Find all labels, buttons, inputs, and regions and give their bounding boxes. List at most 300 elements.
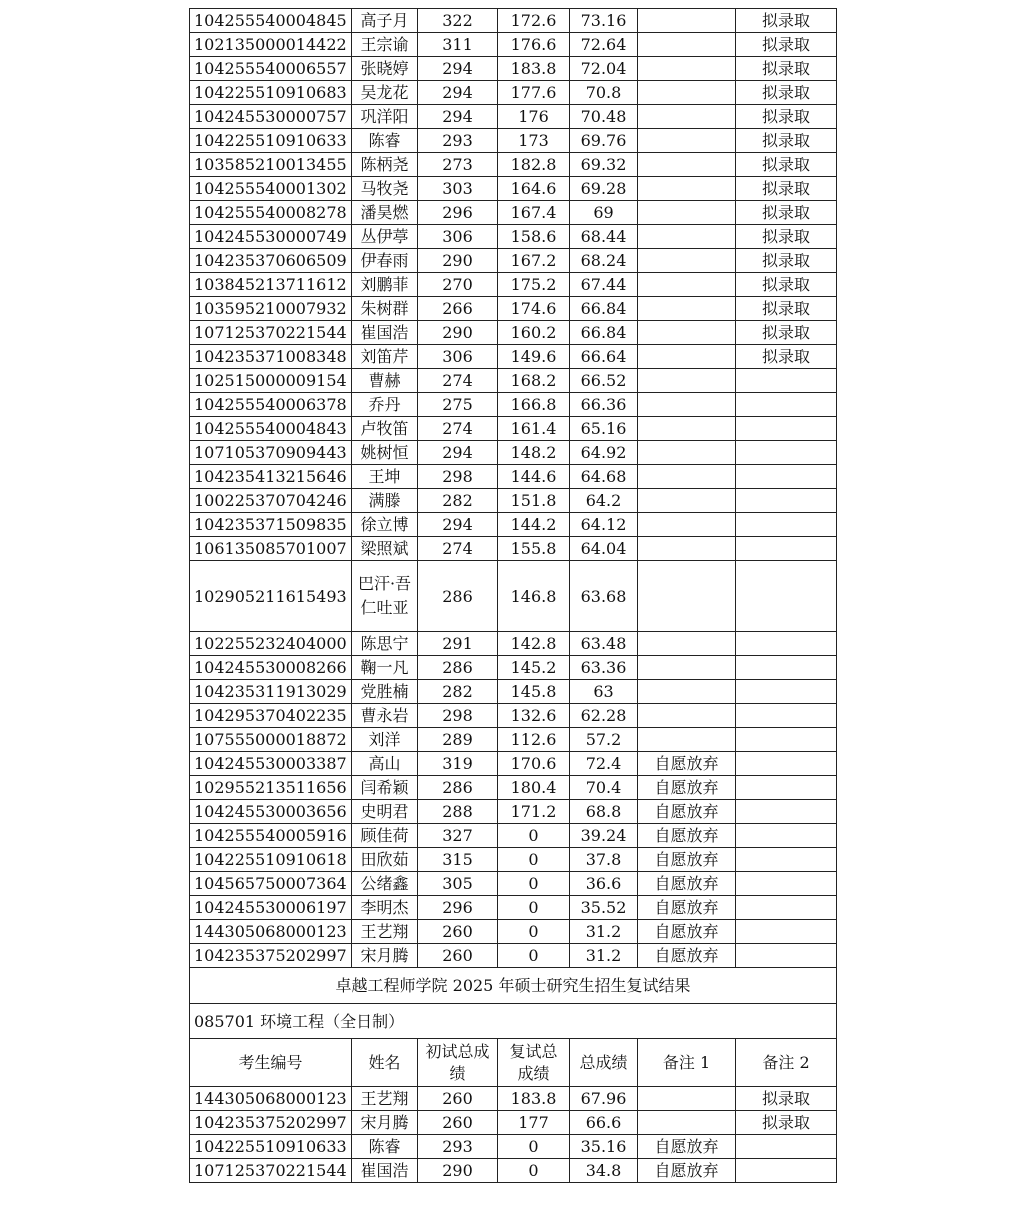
table-cell: 拟录取 bbox=[736, 177, 837, 201]
table-row bbox=[190, 848, 837, 872]
table-cell: 275 bbox=[418, 393, 498, 417]
table-cell: 104255540004843 bbox=[190, 417, 352, 441]
table-row bbox=[190, 1111, 837, 1135]
table-cell: 104255540005916 bbox=[190, 824, 352, 848]
table-cell: 102135000014422 bbox=[190, 33, 352, 57]
table-cell bbox=[736, 465, 837, 489]
table-cell: 298 bbox=[418, 465, 498, 489]
table-cell: 260 bbox=[418, 944, 498, 968]
table-cell: 拟录取 bbox=[736, 273, 837, 297]
table-cell: 拟录取 bbox=[736, 105, 837, 129]
table-cell: 63.48 bbox=[570, 632, 638, 656]
table-cell: 288 bbox=[418, 800, 498, 824]
table-cell: 172.6 bbox=[498, 9, 570, 33]
table-cell: 306 bbox=[418, 225, 498, 249]
program-label: 085701 环境工程（全日制） bbox=[190, 1004, 837, 1039]
table-cell: 106135085701007 bbox=[190, 537, 352, 561]
table-cell: 164.6 bbox=[498, 177, 570, 201]
table-cell: 0 bbox=[498, 896, 570, 920]
table-cell: 104245530008266 bbox=[190, 656, 352, 680]
table-cell: 104225510910683 bbox=[190, 81, 352, 105]
header-cell: 备注 1 bbox=[638, 1039, 736, 1087]
table-cell: 158.6 bbox=[498, 225, 570, 249]
header-cell: 考生编号 bbox=[190, 1039, 352, 1087]
table-row bbox=[190, 1135, 837, 1159]
table-cell: 104235375202997 bbox=[190, 944, 352, 968]
table-cell: 拟录取 bbox=[736, 297, 837, 321]
table-cell: 174.6 bbox=[498, 297, 570, 321]
table-cell: 刘洋 bbox=[352, 728, 418, 752]
table-cell bbox=[638, 1087, 736, 1111]
table-cell: 260 bbox=[418, 1111, 498, 1135]
table-cell: 148.2 bbox=[498, 441, 570, 465]
table-row bbox=[190, 752, 837, 776]
table-cell bbox=[736, 728, 837, 752]
table-cell: 自愿放弃 bbox=[638, 920, 736, 944]
table-cell: 103585210013455 bbox=[190, 153, 352, 177]
table-row bbox=[190, 561, 837, 632]
table-cell: 曹赫 bbox=[352, 369, 418, 393]
table-cell: 66.84 bbox=[570, 321, 638, 345]
table-cell: 291 bbox=[418, 632, 498, 656]
table-cell: 102255232404000 bbox=[190, 632, 352, 656]
table-cell: 311 bbox=[418, 33, 498, 57]
table-cell: 66.6 bbox=[570, 1111, 638, 1135]
table-row bbox=[190, 728, 837, 752]
table-cell: 72.64 bbox=[570, 33, 638, 57]
table-cell bbox=[638, 393, 736, 417]
table-cell: 289 bbox=[418, 728, 498, 752]
table-cell bbox=[736, 393, 837, 417]
table-cell bbox=[638, 201, 736, 225]
table-cell: 拟录取 bbox=[736, 153, 837, 177]
table-cell: 64.68 bbox=[570, 465, 638, 489]
table-cell: 102955213511656 bbox=[190, 776, 352, 800]
table-cell: 36.6 bbox=[570, 872, 638, 896]
table-cell: 104255540006378 bbox=[190, 393, 352, 417]
table-cell bbox=[736, 944, 837, 968]
table-cell bbox=[638, 177, 736, 201]
table-cell: 37.8 bbox=[570, 848, 638, 872]
table-cell: 176.6 bbox=[498, 33, 570, 57]
table-cell: 田欣茹 bbox=[352, 848, 418, 872]
table-cell bbox=[736, 489, 837, 513]
table-cell bbox=[638, 465, 736, 489]
table-cell: 陈柄尧 bbox=[352, 153, 418, 177]
table-cell bbox=[638, 33, 736, 57]
table-row bbox=[190, 57, 837, 81]
table-row bbox=[190, 513, 837, 537]
table-cell bbox=[736, 680, 837, 704]
table-cell: 315 bbox=[418, 848, 498, 872]
table-cell: 104235311913029 bbox=[190, 680, 352, 704]
header-cell: 备注 2 bbox=[736, 1039, 837, 1087]
table-cell: 70.4 bbox=[570, 776, 638, 800]
table-cell: 282 bbox=[418, 489, 498, 513]
table-cell bbox=[638, 704, 736, 728]
table-cell: 顾佳荷 bbox=[352, 824, 418, 848]
table-cell: 拟录取 bbox=[736, 1111, 837, 1135]
table-cell: 166.8 bbox=[498, 393, 570, 417]
table-cell: 294 bbox=[418, 105, 498, 129]
table-cell bbox=[736, 872, 837, 896]
table-row bbox=[190, 249, 837, 273]
table-cell: 刘笛芹 bbox=[352, 345, 418, 369]
table-cell bbox=[736, 632, 837, 656]
table-cell bbox=[638, 297, 736, 321]
table-cell bbox=[638, 656, 736, 680]
table-cell: 66.84 bbox=[570, 297, 638, 321]
table-cell: 274 bbox=[418, 537, 498, 561]
table-cell: 王艺翔 bbox=[352, 920, 418, 944]
table-cell: 171.2 bbox=[498, 800, 570, 824]
table-cell: 319 bbox=[418, 752, 498, 776]
table-cell: 290 bbox=[418, 1159, 498, 1183]
table-cell: 183.8 bbox=[498, 1087, 570, 1111]
table-cell: 145.8 bbox=[498, 680, 570, 704]
table-cell bbox=[736, 704, 837, 728]
table-cell: 160.2 bbox=[498, 321, 570, 345]
table-cell: 266 bbox=[418, 297, 498, 321]
table-cell: 68.8 bbox=[570, 800, 638, 824]
table-cell: 朱树群 bbox=[352, 297, 418, 321]
table-cell: 104235371509835 bbox=[190, 513, 352, 537]
table-cell: 144305068000123 bbox=[190, 1087, 352, 1111]
table-cell: 自愿放弃 bbox=[638, 800, 736, 824]
table-row bbox=[190, 776, 837, 800]
table-row bbox=[190, 321, 837, 345]
table-cell bbox=[736, 656, 837, 680]
section-title: 卓越工程师学院 2025 年硕士研究生招生复试结果 bbox=[190, 968, 837, 1004]
table-cell: 31.2 bbox=[570, 944, 638, 968]
table-row bbox=[190, 201, 837, 225]
table-cell: 104245530006197 bbox=[190, 896, 352, 920]
table-cell: 满滕 bbox=[352, 489, 418, 513]
table-cell: 巴汗·吾仁吐亚 bbox=[352, 561, 418, 632]
table-cell: 张晓婷 bbox=[352, 57, 418, 81]
table-cell: 曹永岩 bbox=[352, 704, 418, 728]
table-row bbox=[190, 680, 837, 704]
table-cell: 宋月腾 bbox=[352, 944, 418, 968]
table-cell bbox=[638, 417, 736, 441]
table-cell: 0 bbox=[498, 944, 570, 968]
table-row bbox=[190, 537, 837, 561]
table-cell: 64.04 bbox=[570, 537, 638, 561]
table-cell: 0 bbox=[498, 920, 570, 944]
table-cell: 李明杰 bbox=[352, 896, 418, 920]
table-cell: 0 bbox=[498, 848, 570, 872]
table-cell bbox=[736, 776, 837, 800]
table-cell: 149.6 bbox=[498, 345, 570, 369]
table-row bbox=[190, 369, 837, 393]
table-cell: 112.6 bbox=[498, 728, 570, 752]
table-cell bbox=[638, 513, 736, 537]
table-row bbox=[190, 9, 837, 33]
table-cell: 177.6 bbox=[498, 81, 570, 105]
table-cell: 72.04 bbox=[570, 57, 638, 81]
table-cell bbox=[638, 105, 736, 129]
table-cell: 自愿放弃 bbox=[638, 848, 736, 872]
table-cell: 306 bbox=[418, 345, 498, 369]
table-cell bbox=[638, 561, 736, 632]
table-cell: 69.32 bbox=[570, 153, 638, 177]
table-cell: 294 bbox=[418, 57, 498, 81]
table-cell bbox=[736, 1159, 837, 1183]
table-cell: 167.2 bbox=[498, 249, 570, 273]
table-cell: 宋月腾 bbox=[352, 1111, 418, 1135]
table-cell bbox=[638, 728, 736, 752]
table-cell: 100225370704246 bbox=[190, 489, 352, 513]
table-row bbox=[190, 1087, 837, 1111]
table-cell: 104245530000757 bbox=[190, 105, 352, 129]
table-cell: 151.8 bbox=[498, 489, 570, 513]
table-cell: 73.16 bbox=[570, 9, 638, 33]
table-cell bbox=[638, 489, 736, 513]
table-cell: 拟录取 bbox=[736, 321, 837, 345]
table-cell bbox=[638, 129, 736, 153]
table-cell: 自愿放弃 bbox=[638, 1159, 736, 1183]
table-cell bbox=[638, 369, 736, 393]
table-cell: 104565750007364 bbox=[190, 872, 352, 896]
table-cell: 290 bbox=[418, 249, 498, 273]
table-row bbox=[190, 824, 837, 848]
table-cell: 102905211615493 bbox=[190, 561, 352, 632]
table-cell: 潘昊燃 bbox=[352, 201, 418, 225]
table-cell: 57.2 bbox=[570, 728, 638, 752]
table-cell: 294 bbox=[418, 441, 498, 465]
table-cell: 陈思宁 bbox=[352, 632, 418, 656]
table-cell bbox=[736, 513, 837, 537]
table-cell: 69 bbox=[570, 201, 638, 225]
table-cell: 自愿放弃 bbox=[638, 752, 736, 776]
table-cell: 姚树恒 bbox=[352, 441, 418, 465]
table-cell: 公绪鑫 bbox=[352, 872, 418, 896]
table-row bbox=[190, 441, 837, 465]
table-cell: 260 bbox=[418, 920, 498, 944]
section-block bbox=[190, 968, 837, 1087]
table-cell bbox=[638, 9, 736, 33]
table-cell: 70.48 bbox=[570, 105, 638, 129]
table-row bbox=[190, 81, 837, 105]
table-cell: 66.64 bbox=[570, 345, 638, 369]
table-cell: 104245530000749 bbox=[190, 225, 352, 249]
table-cell: 35.16 bbox=[570, 1135, 638, 1159]
table-cell bbox=[736, 824, 837, 848]
table-cell: 64.92 bbox=[570, 441, 638, 465]
table-row bbox=[190, 1159, 837, 1183]
table-cell: 自愿放弃 bbox=[638, 824, 736, 848]
table-row bbox=[190, 465, 837, 489]
table-cell: 305 bbox=[418, 872, 498, 896]
header-row bbox=[190, 1039, 837, 1087]
table-cell: 高山 bbox=[352, 752, 418, 776]
table-cell: 168.2 bbox=[498, 369, 570, 393]
table-cell: 64.2 bbox=[570, 489, 638, 513]
results-table-body-2 bbox=[190, 1087, 837, 1183]
table-cell: 104255540008278 bbox=[190, 201, 352, 225]
table-cell: 乔丹 bbox=[352, 393, 418, 417]
table-cell: 63.68 bbox=[570, 561, 638, 632]
table-cell: 294 bbox=[418, 81, 498, 105]
table-row bbox=[190, 872, 837, 896]
table-cell: 104235370606509 bbox=[190, 249, 352, 273]
table-row bbox=[190, 417, 837, 441]
table-cell: 132.6 bbox=[498, 704, 570, 728]
table-cell: 王宗谕 bbox=[352, 33, 418, 57]
table-cell: 104235375202997 bbox=[190, 1111, 352, 1135]
table-cell: 62.28 bbox=[570, 704, 638, 728]
table-row bbox=[190, 177, 837, 201]
table-cell: 伊春雨 bbox=[352, 249, 418, 273]
table-cell: 34.8 bbox=[570, 1159, 638, 1183]
table-cell bbox=[736, 848, 837, 872]
table-row bbox=[190, 105, 837, 129]
table-cell: 146.8 bbox=[498, 561, 570, 632]
table-cell: 67.96 bbox=[570, 1087, 638, 1111]
table-cell: 103595210007932 bbox=[190, 297, 352, 321]
table-cell: 104235371008348 bbox=[190, 345, 352, 369]
table-cell bbox=[736, 537, 837, 561]
table-cell: 104255540004845 bbox=[190, 9, 352, 33]
table-row bbox=[190, 273, 837, 297]
table-cell: 298 bbox=[418, 704, 498, 728]
table-cell: 39.24 bbox=[570, 824, 638, 848]
table-cell bbox=[638, 249, 736, 273]
table-row bbox=[190, 944, 837, 968]
table-row bbox=[190, 297, 837, 321]
table-cell bbox=[638, 57, 736, 81]
table-cell: 290 bbox=[418, 321, 498, 345]
table-cell: 王坤 bbox=[352, 465, 418, 489]
table-cell: 崔国浩 bbox=[352, 321, 418, 345]
table-cell: 66.36 bbox=[570, 393, 638, 417]
table-cell: 176 bbox=[498, 105, 570, 129]
table-cell: 67.44 bbox=[570, 273, 638, 297]
table-row bbox=[190, 920, 837, 944]
table-cell bbox=[736, 1135, 837, 1159]
table-cell: 177 bbox=[498, 1111, 570, 1135]
table-row bbox=[190, 896, 837, 920]
table-cell: 144305068000123 bbox=[190, 920, 352, 944]
table-cell: 69.28 bbox=[570, 177, 638, 201]
table-cell: 296 bbox=[418, 896, 498, 920]
table-cell: 自愿放弃 bbox=[638, 944, 736, 968]
table-cell: 293 bbox=[418, 1135, 498, 1159]
table-cell: 286 bbox=[418, 776, 498, 800]
table-cell: 拟录取 bbox=[736, 201, 837, 225]
results-table bbox=[189, 8, 837, 1183]
table-row bbox=[190, 704, 837, 728]
table-cell: 145.2 bbox=[498, 656, 570, 680]
table-cell bbox=[638, 345, 736, 369]
table-cell: 293 bbox=[418, 129, 498, 153]
table-cell: 183.8 bbox=[498, 57, 570, 81]
table-row bbox=[190, 345, 837, 369]
table-row bbox=[190, 153, 837, 177]
table-cell bbox=[638, 153, 736, 177]
table-cell: 286 bbox=[418, 656, 498, 680]
table-cell: 68.44 bbox=[570, 225, 638, 249]
table-cell: 155.8 bbox=[498, 537, 570, 561]
table-cell: 322 bbox=[418, 9, 498, 33]
table-cell: 拟录取 bbox=[736, 9, 837, 33]
table-cell: 自愿放弃 bbox=[638, 776, 736, 800]
table-cell: 陈睿 bbox=[352, 1135, 418, 1159]
table-cell: 104225510910618 bbox=[190, 848, 352, 872]
table-cell: 161.4 bbox=[498, 417, 570, 441]
header-cell: 姓名 bbox=[352, 1039, 418, 1087]
table-cell: 拟录取 bbox=[736, 249, 837, 273]
header-cell: 初试总成绩 bbox=[418, 1039, 498, 1087]
table-row bbox=[190, 129, 837, 153]
table-cell: 徐立博 bbox=[352, 513, 418, 537]
table-cell: 107555000018872 bbox=[190, 728, 352, 752]
table-cell: 270 bbox=[418, 273, 498, 297]
table-cell bbox=[736, 800, 837, 824]
table-row bbox=[190, 33, 837, 57]
table-cell: 35.52 bbox=[570, 896, 638, 920]
header-cell: 复试总成绩 bbox=[498, 1039, 570, 1087]
table-cell bbox=[736, 417, 837, 441]
table-cell: 鞠一凡 bbox=[352, 656, 418, 680]
table-cell bbox=[638, 225, 736, 249]
table-cell: 拟录取 bbox=[736, 1087, 837, 1111]
table-cell: 高子月 bbox=[352, 9, 418, 33]
table-cell: 卢牧笛 bbox=[352, 417, 418, 441]
table-cell: 170.6 bbox=[498, 752, 570, 776]
table-cell: 274 bbox=[418, 369, 498, 393]
table-row bbox=[190, 656, 837, 680]
table-cell bbox=[638, 632, 736, 656]
table-cell: 拟录取 bbox=[736, 129, 837, 153]
table-cell: 294 bbox=[418, 513, 498, 537]
table-cell: 273 bbox=[418, 153, 498, 177]
table-cell: 史明君 bbox=[352, 800, 418, 824]
table-cell: 173 bbox=[498, 129, 570, 153]
table-cell: 拟录取 bbox=[736, 345, 837, 369]
table-cell: 拟录取 bbox=[736, 225, 837, 249]
table-cell: 陈睿 bbox=[352, 129, 418, 153]
table-cell: 63.36 bbox=[570, 656, 638, 680]
table-cell bbox=[736, 441, 837, 465]
table-cell: 327 bbox=[418, 824, 498, 848]
table-cell: 144.2 bbox=[498, 513, 570, 537]
table-cell: 104245530003656 bbox=[190, 800, 352, 824]
table-cell: 107105370909443 bbox=[190, 441, 352, 465]
table-cell: 107125370221544 bbox=[190, 321, 352, 345]
table-cell: 142.8 bbox=[498, 632, 570, 656]
table-cell: 拟录取 bbox=[736, 81, 837, 105]
table-cell bbox=[736, 920, 837, 944]
table-cell: 70.8 bbox=[570, 81, 638, 105]
table-cell: 104245530003387 bbox=[190, 752, 352, 776]
table-cell bbox=[638, 273, 736, 297]
table-cell bbox=[736, 752, 837, 776]
table-cell: 167.4 bbox=[498, 201, 570, 225]
table-cell: 闫希颖 bbox=[352, 776, 418, 800]
table-row bbox=[190, 800, 837, 824]
table-cell: 72.4 bbox=[570, 752, 638, 776]
table-cell: 31.2 bbox=[570, 920, 638, 944]
table-cell bbox=[736, 369, 837, 393]
table-cell: 144.6 bbox=[498, 465, 570, 489]
header-cell: 总成绩 bbox=[570, 1039, 638, 1087]
table-cell bbox=[736, 896, 837, 920]
table-cell: 68.24 bbox=[570, 249, 638, 273]
table-row bbox=[190, 489, 837, 513]
table-cell: 自愿放弃 bbox=[638, 896, 736, 920]
table-cell: 梁照斌 bbox=[352, 537, 418, 561]
